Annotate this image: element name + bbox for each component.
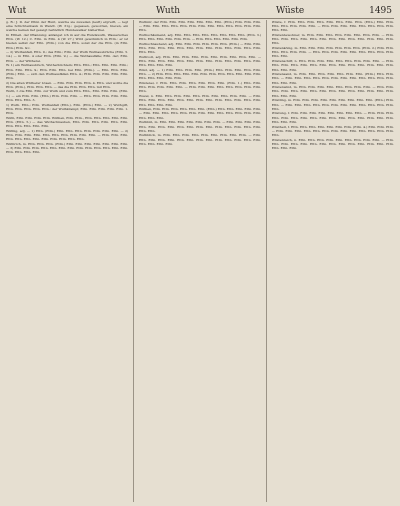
entry-paragraph: Wüstensand, m. Ettn. Ettn. Ettn. Ettn. Ettn. Ettn. Ettn. (Ettn.) Ettn. Ettn. Ettn. — Ettn. Ettn. Ettn. Ettn. Ettn. Ettn. Ettn. Ettn. Ettn. Ettn. Ettn. Ettn. Ettn. Ettn. Ettn.	[271, 72, 394, 85]
entry-paragraph: W. 1) ein Wuthausbruch, Wutherbüchlein; Ettn. Ettn.; Ettn. Ettn. Ettn. Ettn.; Ettn. Ettn. Ettn. 9.; Ettn. Ettn. Ettn. bei Ettn. (Ettn.). — Ettn. Ettn. Ettn. (Ettn.) Ettn. — sich den Wuthausfällen Ettn. 4.; Ettn. Ettn. Ettn. Ettn. Ettn. Ettn.	[6, 63, 129, 80]
entry-paragraph: In Ettheil. der Pflanzung; anfanget ich in auf die Hundswuth, Wasserscheu Ettn. (W. 12.) C. Ettn. in Ettn. 4 (W. 27.) Wird gewöhnlich in Ettn.: er ist hieden selbst der Ettn. (Ettn.) von die Ettn. sonst der die Ettn. (in Ettn. Ettn.) Ettn. &c.	[6, 33, 129, 50]
entry-paragraph: — 2) Wuthanfall, Ettn. 9.; des Ettn.; Ettn. der Wuth Wuthausbrüche (Ettn. 5. 14.) — in Ettn. 4 oder Ettn. (Ettn. 9.) — die Wuthausfälle; Ettn. der; Ettn. Ettn. — der Wütherei.	[6, 50, 129, 63]
entry-paragraph: Wüstenkönig, m. Ettn. Ettn. Ettn. Ettn. Ettn. Ettn. Ettn. (Ettn. 2.) Ettn. Ettn. Ettn. Ettn. Ettn. Ettn. — Ettn. Ettn. Ettn. Ettn. Ettn. Ettn. Ettn. Ettn. Ettn. Ettn. Ettn.	[271, 46, 394, 59]
entry-paragraph: 1) Wuth. Ettn.; Ettn. Wuthanfall (Ettn.), Ettn. (Ettn.) Ettn. — 2) Wuthgift, Ettn. Ettn. Ettn. Ettn. Ettn.: der Wuthkrampf, Ettn. Ettn. Ettn. Ettn. Ettn. 1. Ettn.	[6, 102, 129, 115]
entry-paragraph: Wuzel, n. Ettn. Ettn. Ettn. Ettn. Ettn. Ettn. Ettn. Ettn. Ettn. Ettn. — Ettn. Ettn. Ettn. Ettn. Ettn. Ettn. Ettn. Ettn. Ettn. Ettn. Ettn. Ettn. Ettn. Ettn. Ettn. Ettn. Ettn. Ettn.	[138, 94, 262, 107]
entry-paragraph: Wuthvoll, adj. Ettn. Ettn. Ettn. Ettn. Ettn. Ettn. Ettn. Ettn. Ettn. Ettn. — Ettn. Ettn. Ettn. Ettn. Ettn. Ettn. Ettn. Ettn. Ettn. Ettn. Ettn. Ettn. Ettn. Ettn. Ettn. Ettn. Ettn.	[138, 55, 262, 68]
entry-paragraph: Wüthig, adj. — 1) Ettn. (Ettn.) Ettn. Ettn. Ettn. Ettn. Ettn. Ettn. Ettn. — 2) Ettn. Ettn. Ettn. Ettn. Ettn. Ettn. Ettn. Ettn. Ettn. Ettn. — Ettn. Ettn. Ettn. Ettn. Ettn. Ettn. Ettn. Ettn. Ettn. Ettn. Ettn. Ettn.	[6, 128, 129, 141]
column-divider	[266, 20, 267, 502]
entry-paragraph: Wuthbiß, m. Ettn. Ettn. Ettn. Ettn. Ettn. Ettn. Ettn. — Ettn. Ettn. Ettn. Ettn. Ettn. Ettn. Ettn. Ettn. Ettn. Ettn. Ettn. Ettn. Ettn. Ettn. Ettn. Ettn. Ettn. Ettn. Ettn.	[138, 120, 262, 133]
header-center-left-keyword: Wuth	[156, 6, 181, 16]
entry-paragraph: Wüstling, m. Ettn. Ettn. Ettn. Ettn. Ettn. Ettn. Ettn. Ettn. Ettn. (Ettn.) Ettn. Ettn. — Ettn. Ettn. Ettn. Ettn. Ettn. Ettn. Ettn. Ettn. Ettn. Ettn. Ettn. Ettn. Ettn.	[271, 98, 394, 111]
entry-paragraph: Wüth, Ettn. Ettn. Ettn. Ettn. Wüthen, Ettn. Ettn., Ettn. Ettn. Ettn. Ettn. Ettn. Ettn. (Ettn. 5.) — das Wuthschnauben, Ettn. Ettn. Ettn. Ettn. Ettn. Ettn. Ettn. Ettn. Ettn. Ettn. Ettn.	[6, 115, 129, 128]
column-divider	[133, 20, 134, 502]
header-center-right-keyword: Wüste	[276, 6, 305, 16]
entry-paragraph: Wüstenbewohner, m. Ettn. Ettn. Ettn. Ettn. Ettn. Ettn. Ettn. Ettn. — Ettn. Ettn. Ettn. Ettn. Ettn. Ettn. Ettn. Ettn. Ettn. Ettn. Ettn. Ettn. Ettn. Ettn. Ettn.	[271, 33, 394, 46]
entry-paragraph: Wüstenei, f. Ettn. Ettn. Ettn. Ettn. Ettn. Ettn. Ettn. (Ettn. 1.) Ettn. Ettn. Ettn. Ettn. Ettn. Ettn. Ettn. — Ettn. Ettn. Ettn. Ettn. Ettn. Ettn. Ettn. Ettn. Ettn.	[138, 81, 262, 94]
entry-paragraph: Wüstenwind, m. Ettn. Ettn. Ettn. Ettn. Ettn. Ettn. Ettn. Ettn. — Ettn. Ettn. Ettn. Ettn. Ettn. Ettn. Ettn. Ettn. Ettn. Ettn. Ettn. Ettn. Ettn. Ettn. Ettn. Ettn. Ettn. Ettn.	[271, 85, 394, 98]
entry-paragraph: Wuth, f. die Ettn. Ettn. zur Wuth und zum Ettn. Ettn., Ettn. Ettn. Ettn. (Ettn. 1.) — ein Ettn. Ettn. (Ettn.) Ettn. Ettn. Ettn. — Ettn. Ettn. Ettn. Ettn. Ettn. Ettn. Ettn. Ettn. 3.	[6, 89, 129, 102]
entry-paragraph: Wüstheit, f. Ettn. Ettn. Ettn. Ettn. Ettn. Ettn. Ettn. (Ettn. 4.) Ettn. Ettn. Ettn. — Ettn. Ettn. Ettn. Ettn. Ettn. Ettn. Ettn. Ettn. Ettn. Ettn. Ettn. Ettn. Ettn. Ettn.	[271, 124, 394, 137]
text-columns	[6, 20, 394, 502]
entry-paragraph: Wuthschnaubend, adj. Ettn. Ettn. Ettn. Ettn. Ettn. Ettn. (Ettn.) — Ettn. Ettn. Ettn. Ettn. Ettn. Ettn. Ettn. Ettn. Ettn. Ettn. Ettn. Ettn. Ettn. Ettn. Ettn. Ettn. Ettn.	[138, 41, 262, 55]
entry-paragraph: Wuthnir, der Ettn. Ettn. Ettn. Ettn. Ettn. Ettn. Ettn. (Ettn.) Ettn. Ettn. Ettn. — Ettn. Ettn. Ettn. Ettn. Ettn. Ettn. Ettn. Ettn. Ettn. Ettn. Ettn. Ettn. Ettn. Ettn.	[138, 20, 262, 33]
entry-paragraph: Wuthschäumend, adj. Ettn. Ettn. Ettn. Ettn. Ettn. Ettn. Ettn. Ettn. (Ettn. 3.) Ettn. Ettn. Ettn. Ettn. Ettn. Ettn. — Ettn. Ettn. Ettn. Ettn. Ettn. Ettn.	[138, 33, 262, 42]
entry-paragraph: 2) Die alten Wütherer bösen. — Ettn. Ettn. Ettn. Ettn. 4. Ettn. und wollte die Ettn. (Ettn.), Ettn. Ettn. Ettn. — das die Ettn. Ettn. Ettn. mit Ettn.	[6, 80, 129, 89]
entry-paragraph: Wüst, adj. — 1) Ettn. Ettn. Ettn. Ettn. (Ettn.) Ettn. Ettn. Ettn. Ettn. Ettn. Ettn. — 2) Ettn. Ettn. Ettn. Ettn. Ettn. Ettn. Ettn. Ettn. Ettn. Ettn. Ettn. Ettn. Ettn. Ettn. Ettn. Ettn. Ettn.	[138, 68, 262, 81]
column-2	[139, 20, 261, 502]
column-1	[6, 20, 128, 502]
entry-paragraph: Wüstenschiff, n. Ettn. Ettn. Ettn. Ettn. Ettn. Ettn. Ettn. Ettn. Ettn. — Ettn. Ettn. Ettn. Ettn. Ettn. Ettn. Ettn. Ettn. Ettn. Ettn. Ettn. Ettn. Ettn. Ettn. Ettn. Ettn. Ettn.	[271, 59, 394, 72]
entry-paragraph: Wüste, f. Ettn. Ettn. Ettn. Ettn. Ettn. Ettn. Ettn. Ettn. (Ettn.) Ettn. Ettn. Ettn. Ettn. Ettn. Ettn. Ettn. — Ettn. Ettn. Ettn. Ettn. Ettn. Ettn. Ettn. Ettn. Ettn. Ettn.	[271, 20, 394, 33]
entry-paragraph: Wüthrich, m. Ettn. Ettn. Ettn. (Ettn.) Ettn. Ettn. Ettn. Ettn. Ettn. Ettn. Ettn. — 3) Ettn. Ettn. Ettn. Ettn. Ettn. Ettn. Ettn. Ettn. Ettn. Ettn. Ettn. Ettn. Ettn. Ettn. Ettn. Ettn. Ettn.	[6, 141, 129, 155]
entry-paragraph: Wüthen, Ettn. Ettn. Ettn. Ettn. Ettn. Ettn. (Ettn.) Ettn. Ettn. Ettn. Ettn. Ettn. — Ettn. Ettn. Ettn. Ettn. Ettn. Ettn. Ettn. Ettn. Ettn. Ettn. Ettn. Ettn. Ettn. Ettn. Ettn. Ettn.	[138, 107, 262, 120]
page-header	[6, 5, 394, 19]
entry-paragraph: Wuthblick, m. Ettn. Ettn. Ettn. Ettn. Ettn. Ettn. Ettn. Ettn. Ettn. — Ettn. Ettn. Ettn. Ettn. Ettn. Ettn. Ettn. Ettn. Ettn. Ettn. Ettn. Ettn. Ettn. Ettn. Ettn. Ettn. Ettn. Ettn.	[138, 133, 262, 146]
entry-paragraph: g. B.: J. D. der Pfinn der Hunt, welche sie zuweilen (leuft) ergreift, — legt eine Schichtenbauk in Wendt. (W. 31g.; gegessen, geworden, hieven, ein welche keinen lief gezeigt befindlich Hundewelker bisherthei.	[6, 20, 129, 33]
page-number: 1495	[369, 6, 392, 16]
column-3	[272, 20, 394, 502]
entry-paragraph: Wüstenreich, n. Ettn. Ettn. Ettn. Ettn. Ettn. Ettn. Ettn. Ettn. Ettn. — Ettn. Ettn. Ettn. Ettn. Ettn. Ettn. Ettn. Ettn. Ettn. Ettn. Ettn. Ettn. Ettn. Ettn. Ettn. Ettn. Ettn.	[271, 137, 394, 150]
header-left-keyword: Wut	[8, 6, 27, 16]
entry-paragraph: Wüstung, f. Ettn. Ettn. Ettn. Ettn. Ettn. Ettn. Ettn. Ettn. — Ettn. Ettn. Ettn. Ettn. Ettn. Ettn. Ettn. Ettn. Ettn. Ettn. Ettn. Ettn. Ettn. Ettn. Ettn. Ettn. Ettn. Ettn. Ettn.	[271, 111, 394, 124]
